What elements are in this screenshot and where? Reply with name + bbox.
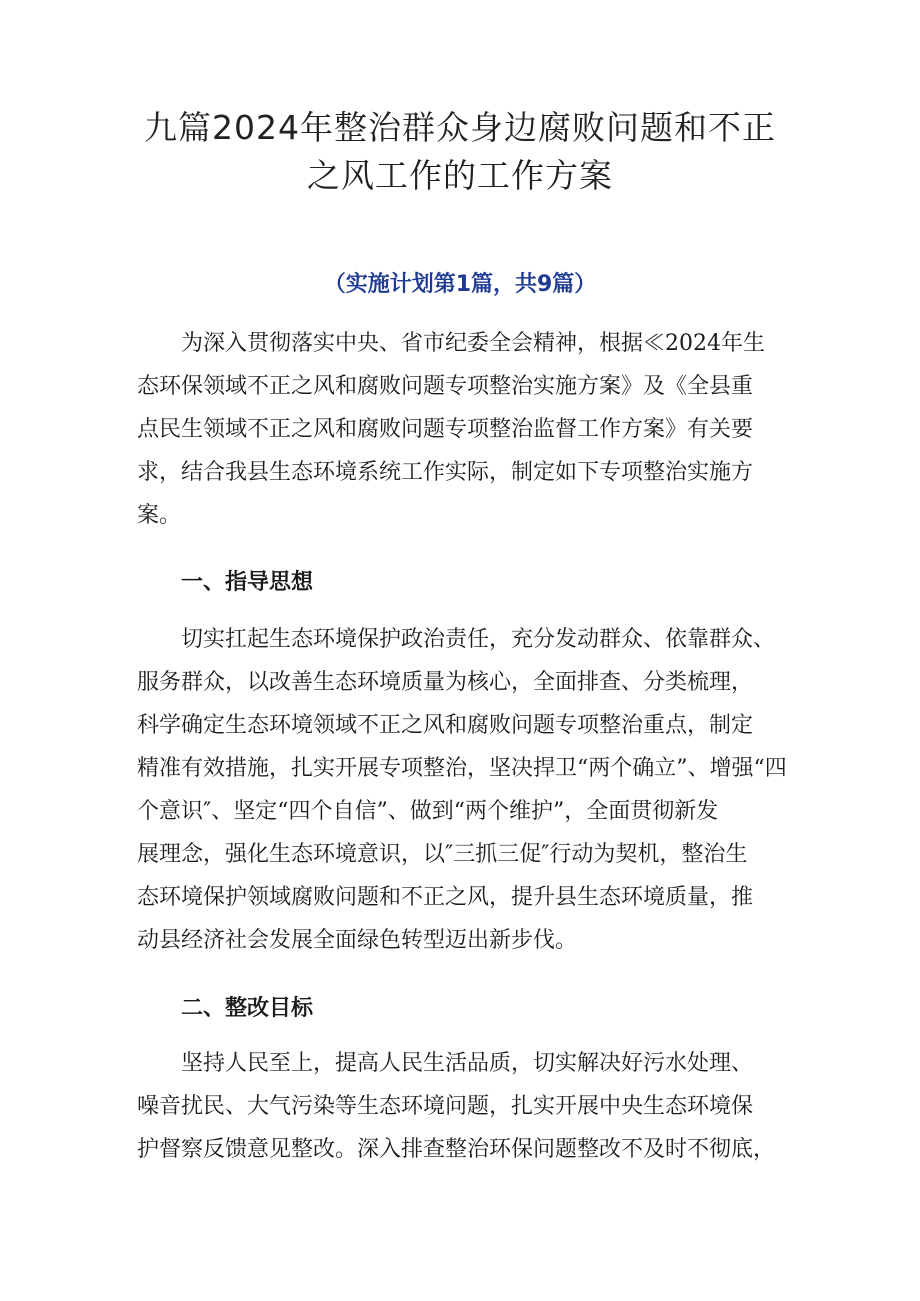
paragraph-line: 服务群众，以改善生态环境质量为核心，全面排查、分类梳理， [137,670,754,695]
paragraph-line: 坚持人民至上，提高人民生活品质，切实解决好污水处理、 [181,1051,754,1076]
document-subtitle: （实施计划第1篇，共9篇） [323,272,597,297]
paragraph-line: 为深入贯彻落实中央、省市纪委全会精神，根据≪2024年生 [181,331,765,356]
paragraph-line: 动县经济社会发展全面绿色转型迈出新步伐。 [137,928,578,953]
paragraph-line: 噪音扰民、大气污染等生态环境问题，扎实开展中央生态环境保 [137,1094,754,1119]
guiding-ideology-paragraph [137,618,797,962]
section-heading-rectification-goals: 二、整改目标 [181,996,314,1021]
document-title-line-1: 九篇2024年整治群众身边腐败问题和不正 [144,108,776,147]
paragraph-line: 点民生领域不正之风和腐败问题专项整治监督工作方案》有关要 [137,417,754,442]
intro-paragraph [137,322,797,537]
paragraph-line: 态环境保护领域腐败问题和不正之风，提升县生态环境质量，推 [137,885,754,910]
paragraph-line: 态环保领域不正之风和腐败问题专项整治实施方案》及《全县重 [137,374,754,399]
paragraph-line: 科学确定生态环境领域不正之风和腐败问题专项整治重点，制定 [137,713,754,738]
paragraph-line: 求，结合我县生态环境系统工作实际，制定如下专项整治实施方 [137,460,754,485]
section-heading-guiding-ideology: 一、指导思想 [181,570,314,595]
paragraph-line: 切实扛起生态环境保护政治责任，充分发动群众、依靠群众、 [181,627,776,652]
paragraph-line: 护督察反馈意见整改。深入排查整治环保问题整改不及时不彻底， [137,1137,776,1162]
paragraph-line: 案。 [137,503,182,528]
document-title-line-2: 之风工作的工作方案 [307,156,613,195]
paragraph-line: 精准有效措施，扎实开展专项整治，坚决捍卫“两个确立”、增强“四 [137,756,787,781]
rectification-goals-paragraph [137,1042,797,1171]
paragraph-line: 个意识″、坚定“四个自信”、做到“两个维护”，全面贯彻新发 [137,799,719,824]
paragraph-line: 展理念，强化生态环境意识，以″三抓三促″行动为契机，整治生 [137,842,748,867]
